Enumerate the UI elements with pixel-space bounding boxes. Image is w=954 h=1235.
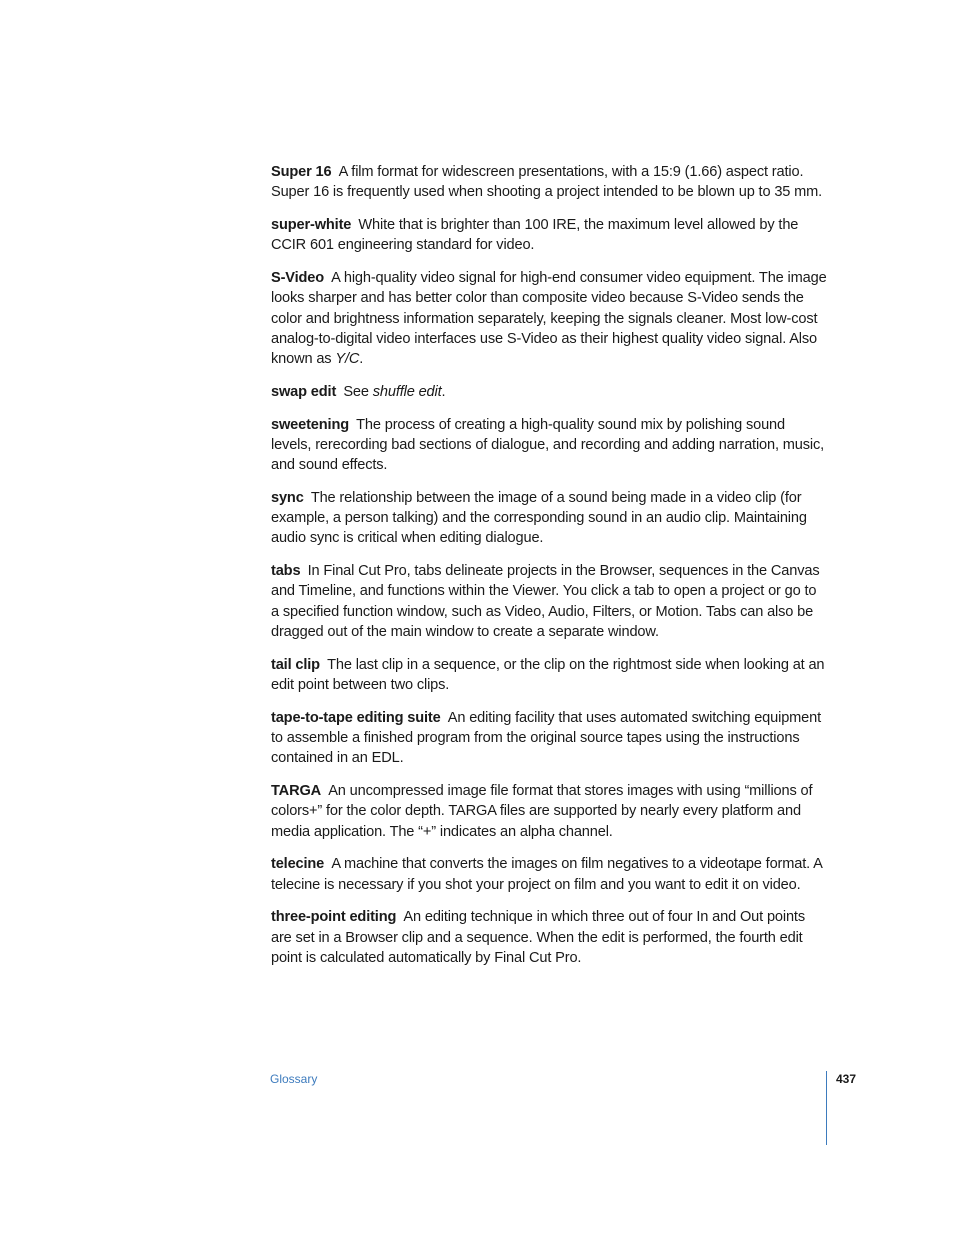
glossary-entry (271, 561, 827, 642)
glossary-term: Super 16 (271, 164, 332, 180)
glossary-term: S-Video (271, 269, 325, 286)
glossary-definition (271, 417, 824, 474)
definition-text: . (441, 383, 446, 400)
definition-text: A high-quality video signal for high-end consumer video equipment. The image looks sharper and has better color than composite video because S-Video sends the color and brightness information separately, keeping the signals cleaner. Most low-cost analog-to-digital video interfaces use S-Video as their highest quality video signal. Also known as (271, 269, 827, 368)
glossary-entry (271, 781, 827, 842)
footer-divider (826, 1071, 827, 1145)
definition-text: . (359, 351, 364, 368)
definition-text: An uncompressed image file format that stores images with using “millions of colors+” for the color depth. TARGA files are supported by nearly every platform and media application. The “+” indicates an alpha channel. (271, 782, 813, 840)
glossary-term: telecine (271, 856, 325, 873)
glossary-definition (271, 563, 819, 640)
glossary-term: three-point editing (271, 909, 397, 926)
glossary-entry (271, 268, 827, 369)
glossary-entry (271, 708, 827, 769)
definition-text: An editing technique in which three out of four In and Out points are set in a Browser clip and a sequence. When the edit is performed, the fourth edit point is calculated automatically by Final Cut Pro. (271, 909, 805, 966)
glossary-term: tail clip (271, 656, 320, 673)
definition-text: A machine that converts the images on film negatives to a videotape format. A telecine is necessary if you shot your project on film and you want to edit it on video. (271, 856, 822, 893)
glossary-entry (271, 382, 827, 402)
definition-text: A film format for widescreen presentations, with a 15:9 (1.66) aspect ratio. Super 16 is frequently used when shooting a project intended to be blown up to 35 mm. (271, 164, 823, 201)
glossary-entry (271, 162, 827, 203)
definition-text: White that is brighter than 100 IRE, the maximum level allowed by the CCIR 601 engineering standard for video. (271, 216, 799, 254)
glossary-definition (271, 490, 807, 547)
glossary-term: TARGA (271, 782, 322, 799)
cross-reference: Y/C (335, 351, 360, 368)
cross-reference: shuffle edit (372, 383, 442, 400)
glossary-entry (271, 488, 827, 549)
glossary-term: tape-to-tape editing suite (271, 709, 441, 726)
glossary-entry (271, 215, 827, 256)
glossary-entries (271, 162, 827, 980)
glossary-definition (271, 270, 827, 367)
glossary-entry (271, 415, 827, 476)
glossary-definition (271, 217, 798, 253)
definition-text: The process of creating a high-quality sound mix by polishing sound levels, rerecording bad sections of dialogue, and recording and adding narration, music, and sound effects. (271, 416, 825, 474)
footer-section-label: Glossary (270, 1072, 318, 1086)
definition-text: The last clip in a sequence, or the clip on the rightmost side when looking at an edit point between two clips. (271, 656, 825, 693)
glossary-definition (271, 856, 822, 892)
glossary-definition (271, 164, 822, 200)
definition-text: The relationship between the image of a sound being made in a video clip (for example, a person talking) and the corresponding sound in an audio clip. Maintaining audio sync is critical when editing dialogue. (271, 489, 807, 547)
glossary-entry (271, 907, 827, 968)
glossary-term: sweetening (271, 416, 349, 433)
glossary-entry (271, 854, 827, 895)
glossary-definition (343, 384, 445, 400)
definition-text: An editing facility that uses automated switching equipment to assemble a finished program from the original source tapes using the instructions contained in an EDL. (271, 709, 822, 767)
glossary-term: swap edit (271, 383, 337, 400)
page-number: 437 (836, 1072, 857, 1086)
definition-text: In Final Cut Pro, tabs delineate projects in the Browser, sequences in the Canvas and Timeline, and functions within the Viewer. You click a tab to open a project or go to a specified function window, such as Video, Audio, Filters, or Motion. Tabs can also be dragged out of the main window to create a separate window. (271, 563, 820, 640)
glossary-term: tabs (271, 563, 301, 580)
glossary-entry (271, 655, 827, 696)
glossary-definition (271, 657, 824, 693)
glossary-term: sync (271, 489, 304, 506)
glossary-term: super-white (271, 216, 352, 233)
glossary-definition (271, 783, 812, 840)
definition-text: See (343, 383, 373, 400)
